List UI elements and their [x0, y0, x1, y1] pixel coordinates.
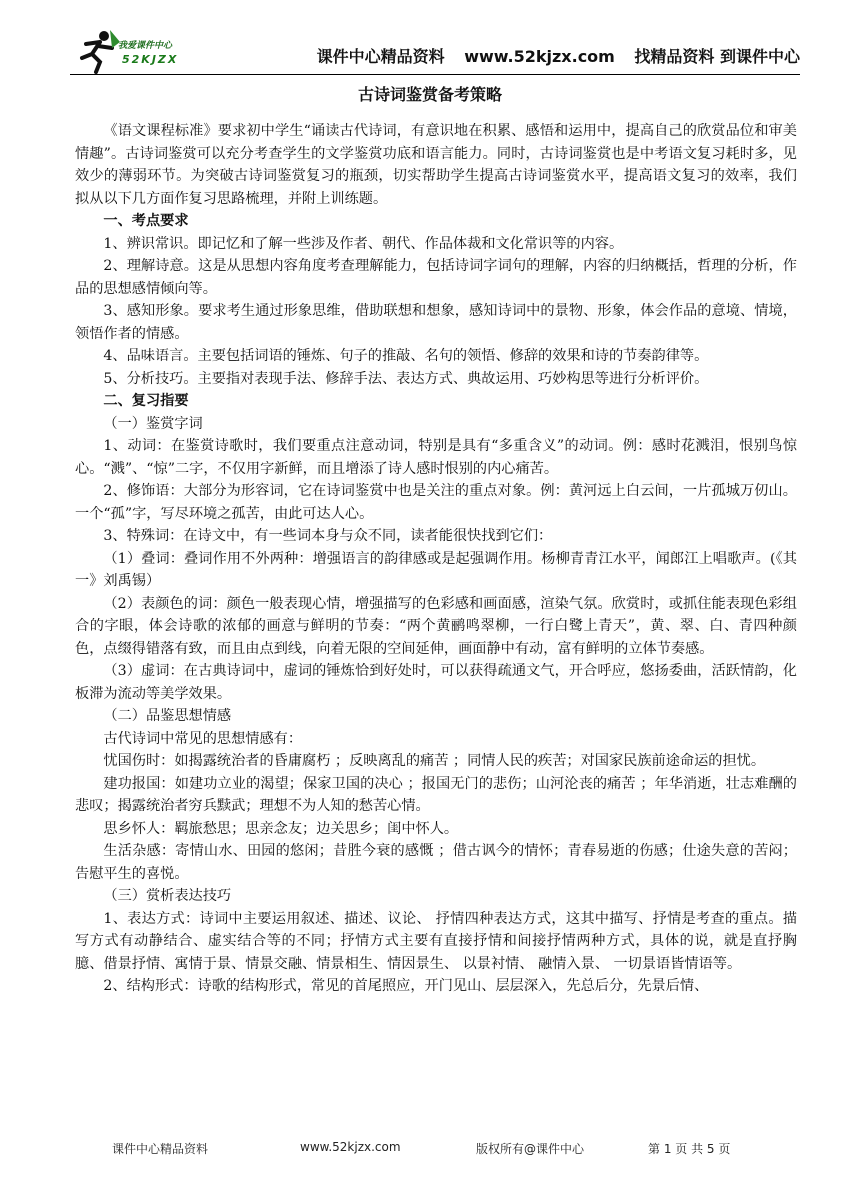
paragraph: 1、辨识常识。即记忆和了解一些涉及作者、朝代、作品体裁和文化常识等的内容。: [103, 235, 624, 252]
subsection-heading: （二）品鉴思想情感: [103, 708, 232, 724]
page-header: [70, 28, 800, 76]
header-url: www.52kjzx.com: [464, 47, 615, 66]
paragraph: （2）表颜色的词：颜色一般表现心情，增强描写的色彩感和画面感，渲染气氛。欣赏时，或抓住能表现色彩组合的字眼，体会诗歌的浓郁的画意与鲜明的节奏：“两个黄鹂鸣翠柳，一行白鹭上青天”，黄、翠、白、青四种颜色，点缀得错落有致，而且由点到线，向着无限的空间延伸，画面静中有动，富有鲜明的立体节奏感。: [75, 595, 797, 657]
paragraph: 3、感知形象。要求考生通过形象思维，借助联想和想象，感知诗词中的景物、形象，体会作品的意境、情境，领悟作者的情感。: [75, 303, 797, 342]
subsection-heading: （三）赏析表达技巧: [103, 888, 232, 904]
paragraph: 《语文课程标准》要求初中学生“诵读古代诗词，有意识地在积累、感悟和运用中，提高自己的欣赏品位和审美情趣”。古诗词鉴赏可以充分考查学生的文学鉴赏功底和语言能力。同时，古诗词鉴赏也是中考语文复习耗时多，见效少的薄弱环节。为突破古诗词鉴赏复习的瓶颈，切实帮助学生提高古诗词鉴赏水平，提高语文复习的效率，我们拟从以下几方面作复习思路梳理，并附上训练题。: [75, 123, 797, 207]
footer-brand: 课件中心精品资料: [112, 1142, 209, 1156]
paragraph: 2、修饰语：大部分为形容词，它在诗词鉴赏中也是关注的重点对象。例：黄河远上白云间，一片孤城万仞山。 一个“孤”字，写尽环境之孤苦，由此可达人心。: [75, 483, 797, 522]
header-divider: [70, 74, 800, 75]
header-tagline: [303, 44, 800, 67]
footer-copyright: 版权所有@课件中心: [476, 1142, 585, 1156]
paragraph: 3、特殊词：在诗文中，有一些词本身与众不同，读者能很快找到它们：: [103, 528, 553, 544]
paragraph: 2、结构形式：诗歌的结构形式，常见的首尾照应，开门见山、层层深入，先总后分，先景后情、: [103, 978, 709, 994]
paragraph: 1、表达方式：诗词中主要运用叙述、描述、议论、 抒情四种表达方式，这其中描写、抒情是考查的重点。描写方式有动静结合、虚实结合等的不同；抒情方式主要有直接抒情和间接抒情两种方式，具体的说，就是直抒胸臆、借景抒情、寓情于景、情景交融、情景相生、情因景生、 以景衬情、 融情入景、 一切景语皆情语等。: [75, 910, 797, 972]
header-slogan: 找精品资料 到课件中心: [634, 47, 800, 66]
paragraph: 4、品味语言。主要包括词语的锤炼、句子的推敲、名句的领悟、修辞的效果和诗的节奏韵律等。: [103, 348, 709, 364]
paragraph: 1、动词：在鉴赏诗歌时，我们要重点注意动词，特别是具有“多重含义”的动词。例：感时花溅泪，恨别鸟惊心。“溅”、“惊”二字，不仅用字新鲜，而且增添了诗人感时恨别的内心痛苦。: [75, 438, 797, 477]
paragraph: （3）虚词：在古典诗词中，虚词的锤炼恰到好处时，可以获得疏通文气，开合呼应，悠扬委曲，活跃情韵，化板滞为流动等美学效果。: [75, 663, 797, 702]
paragraph: 忧国伤时：如揭露统治者的昏庸腐朽 ；反映离乱的痛苦 ；同情人民的疾苦；对国家民族前途命运的担忧。: [103, 753, 766, 769]
paragraph: 5、分析技巧。主要指对表现手法、修辞手法、表达方式、典故运用、巧妙构思等进行分析评价。: [103, 370, 709, 387]
paragraph: 生活杂感：寄情山水、田园的悠闲；昔胜今衰的感慨 ；借古讽今的情怀；青春易逝的伤感；仕途失意的苦闷；告慰平生的喜悦。: [75, 843, 797, 882]
paragraph: 2、理解诗意。这是从思想内容角度考查理解能力，包括诗词字词句的理解，内容的归纳概括，哲理的分析，作品的思想感情倾向等。: [75, 258, 797, 297]
section-heading: 一、考点要求: [103, 213, 189, 229]
paragraph: （1）叠词：叠词作用不外两种：增强语言的韵律感或是起强调作用。杨柳青青江水平，闻郎江上唱歌声。(《其一》刘禹锡）: [75, 550, 797, 589]
footer-url: www.52kjzx.com: [300, 1140, 401, 1154]
site-logo: [70, 28, 220, 74]
footer-page-number: 第 1 页 共 5 页: [648, 1142, 731, 1156]
paragraph: 建功报国：如建功立业的渴望；保家卫国的决心 ；报国无门的悲伤；山河沦丧的痛苦 ；年华消逝，壮志难酬的悲叹；揭露统治者穷兵黩武；理想不为人知的愁苦心情。: [75, 775, 797, 814]
document-title: 古诗词鉴赏备考策略: [357, 85, 502, 104]
section-heading: 二、复习指要: [103, 393, 189, 409]
running-man-icon: [70, 28, 130, 74]
paragraph: 古代诗词中常见的思想情感有：: [103, 730, 303, 747]
header-brand: 课件中心精品资料: [316, 47, 445, 66]
subsection-heading: （一）鉴赏字词: [103, 415, 203, 432]
logo-line2: 52KJZX: [122, 53, 179, 66]
document-body: [75, 120, 797, 998]
logo-line1: 我爱课件中心: [118, 41, 173, 51]
paragraph: 思乡怀人：羁旅愁思；思亲念友；边关思乡；闺中怀人。: [103, 820, 459, 837]
